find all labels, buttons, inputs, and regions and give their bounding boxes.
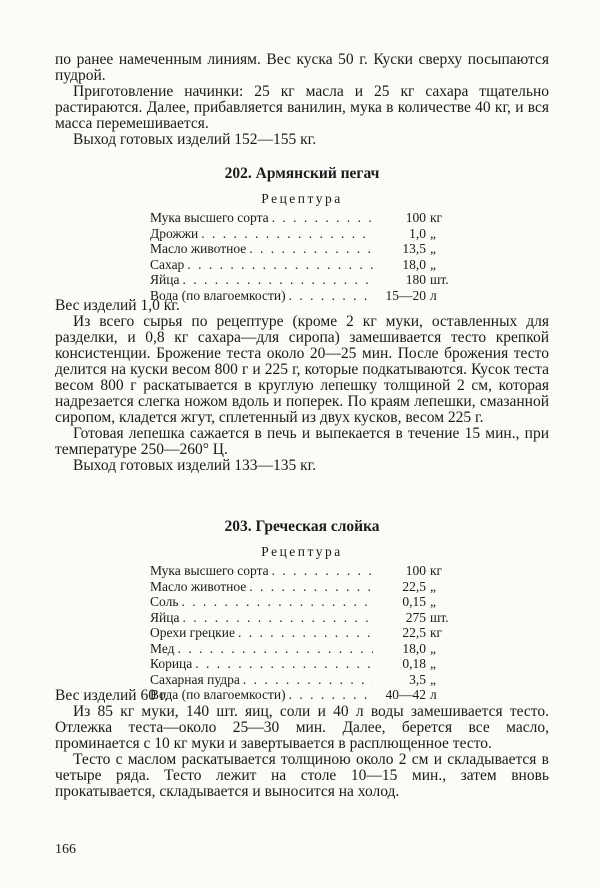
ingredient-unit: кг xyxy=(430,210,443,225)
ingredient-name: Яйца xyxy=(150,272,180,287)
intro-paragraph-1: по ранее намеченным линиям. Вес куска 50 г. Куски сверху посыпаются пудрой. xyxy=(55,51,549,84)
ingredient-row xyxy=(150,641,460,657)
ingredient-name: Корица xyxy=(150,656,193,671)
ingredient-name: Яйца xyxy=(150,609,180,625)
recipe-203-weight: Вес изделий 60 г. xyxy=(55,687,169,704)
ingredient-unit: „ xyxy=(430,640,436,656)
ingredient-name: Масло животное xyxy=(150,578,247,594)
ingredient-name: Орехи грецкие xyxy=(150,625,235,640)
ingredient-name: Мука высшего сорта xyxy=(150,563,269,578)
ingredient-amount: 15—20 xyxy=(385,287,426,303)
ingredient-row xyxy=(150,241,460,257)
ingredient-amount: 1,0 xyxy=(409,225,426,241)
ingredient-amount: 0,15 xyxy=(402,594,426,609)
recipe-202-subtitle: Рецептура xyxy=(261,191,343,206)
recipe-203-text xyxy=(55,688,549,800)
recipe-202-paragraph-1: Из всего сырья по рецептуре (кроме 2 кг муки, оставленных для разделки, и 0,8 кг сахара—для сиропа) замешивается тесто крепкой консистенции. Брожение теста около 20—25 мин. После брожения тесто делится на куски весом 800 г и 225 г, которые подкатываются. Кусок теста весом 800 г раскатывается в круглую лепешку толщиной 2 см, которая надрезается слегка ножом вдоль и поперек. По краям лепешки, смазанной сиропом, кладется жгут, сплетенный из двух кусков, весом 225 г. xyxy=(55,313,549,426)
ingredient-row xyxy=(150,257,460,273)
ingredient-amount: 3,5 xyxy=(409,671,426,687)
ingredient-unit: „ xyxy=(430,671,436,687)
ingredient-unit: „ xyxy=(430,241,436,256)
ingredient-amount: 100 xyxy=(405,563,426,578)
recipe-202-paragraph-2: Готовая лепешка сажается в печь и выпекается в течение 15 мин., при температуре 250—260° Ц. xyxy=(55,425,549,458)
ingredient-unit: „ xyxy=(430,256,436,272)
ingredient-row xyxy=(150,226,460,242)
recipe-203-ingredients xyxy=(150,563,460,703)
intro-paragraph-3: Выход готовых изделий 152—155 кг. xyxy=(73,131,317,148)
ingredient-row xyxy=(150,672,460,688)
ingredient-row xyxy=(150,210,460,226)
ingredient-unit: шт. xyxy=(430,272,449,287)
ingredient-row xyxy=(150,579,460,595)
ingredient-name: Соль xyxy=(150,594,179,609)
ingredient-unit: „ xyxy=(430,656,436,671)
ingredient-name: Сахар xyxy=(150,256,185,272)
ingredient-unit: л xyxy=(430,287,437,303)
ingredient-unit: кг xyxy=(430,563,443,578)
ingredient-name: Дрожжи xyxy=(150,225,199,241)
recipe-202-weight: Вес изделий 1,0 кг. xyxy=(55,297,180,314)
ingredient-amount: 22,5 xyxy=(402,578,426,594)
ingredient-unit: „ xyxy=(430,225,436,241)
recipe-202-text xyxy=(55,298,549,474)
recipe-202-ingredients xyxy=(150,210,460,303)
page-number: 166 xyxy=(55,842,76,857)
ingredient-row xyxy=(150,272,460,288)
ingredient-amount: 100 xyxy=(405,210,426,225)
recipe-202-paragraph-3: Выход готовых изделий 133—135 кг. xyxy=(73,457,317,474)
ingredient-amount: 275 xyxy=(405,609,426,625)
ingredient-amount: 180 xyxy=(405,272,426,287)
ingredient-name: Вода (по влагоемкости) xyxy=(150,287,286,303)
ingredient-name: Масло животное xyxy=(150,241,247,256)
ingredient-unit: шт. xyxy=(430,609,449,625)
ingredient-name: Мед xyxy=(150,640,175,656)
ingredient-amount: 22,5 xyxy=(402,625,426,640)
ingredient-amount: 18,0 xyxy=(402,640,426,656)
recipe-202-title: 202. Армянский пегач xyxy=(224,165,380,182)
recipe-203-title: 203. Греческая слойка xyxy=(224,518,380,535)
ingredient-name: Мука высшего сорта xyxy=(150,210,269,225)
ingredient-row xyxy=(150,610,460,626)
ingredient-amount: 0,18 xyxy=(402,656,426,671)
intro-text xyxy=(55,52,549,148)
ingredient-unit: л xyxy=(430,687,437,702)
recipe-203-paragraph-2: Тесто с маслом раскатывается толщиною около 2 см и складывается в четыре ряда. Тесто лежит на столе 10—15 мин., затем вновь прокатывается, складывается и выносится на холод. xyxy=(55,751,549,800)
ingredient-unit: „ xyxy=(430,578,436,594)
ingredient-row xyxy=(150,563,460,579)
ingredient-unit: „ xyxy=(430,594,436,609)
ingredient-unit: кг xyxy=(430,625,443,640)
ingredient-amount: 13,5 xyxy=(402,241,426,256)
ingredient-name: Вода (по влагоемкости) xyxy=(150,687,286,702)
recipe-203-paragraph-1: Из 85 кг муки, 140 шт. яиц, соли и 40 л воды замешивается тесто. Отлежка теста—около 25—30 мин. Далее, берется все масло, проминается с 10 кг муки и завертывается в расплющенное тесто. xyxy=(55,703,549,752)
intro-paragraph-2: Приготовление начинки: 25 кг масла и 25 кг сахара тщательно растираются. Далее, прибавляется ванилин, мука в количестве 40 кг, и вся масса перемешивается. xyxy=(55,83,549,132)
ingredient-row xyxy=(150,625,460,641)
ingredient-name: Сахарная пудра xyxy=(150,671,240,687)
ingredient-amount: 18,0 xyxy=(402,256,426,272)
ingredient-row xyxy=(150,594,460,610)
ingredient-row xyxy=(150,656,460,672)
recipe-203-subtitle: Рецептура xyxy=(261,544,343,559)
ingredient-amount: 40—42 xyxy=(385,687,426,702)
